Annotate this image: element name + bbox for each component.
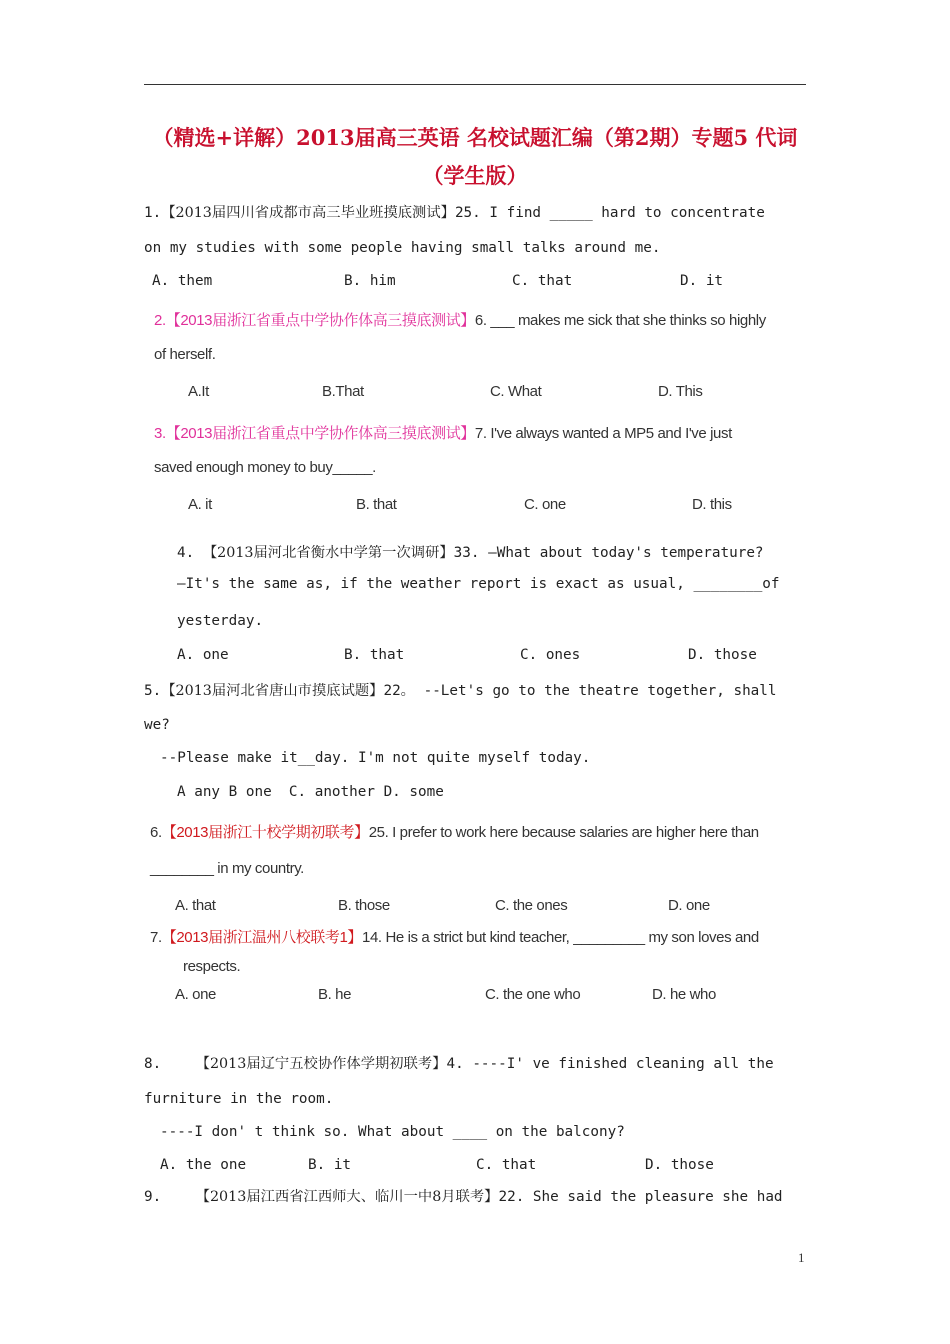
question-2-option-b: B.That: [322, 383, 364, 400]
question-8-option-c: C. that: [476, 1157, 537, 1173]
question-3-source: 【2013届浙江省重点中学协作体高三摸底测试】: [165, 425, 475, 442]
question-9-line-1: 9. 【2013届江西省江西师大、临川一中8月联考】22. She said the pleasure she had: [144, 1189, 783, 1205]
question-8-option-b: B. it: [308, 1157, 352, 1173]
question-4-line-2: —It's the same as, if the weather report is exact as usual, ________of: [177, 576, 780, 592]
question-4-line-3: yesterday.: [177, 613, 264, 629]
question-1-option-a: A. them: [152, 273, 213, 289]
question-6-option-b: B. those: [338, 897, 390, 914]
question-3-option-a: A. it: [188, 496, 212, 513]
question-8-line-2: furniture in the room.: [144, 1091, 334, 1107]
question-8-line-1: 8. 【2013届辽宁五校协作体学期初联考】4. ----I' ve finished cleaning all the: [144, 1056, 774, 1072]
question-6-line-2: ________ in my country.: [150, 860, 304, 877]
question-1-line-1: 1.【2013届四川省成都市高三毕业班摸底测试】25. I find _____ hard to concentrate: [144, 205, 765, 221]
question-3-line-2: saved enough money to buy_____.: [154, 459, 376, 476]
question-1-line-2: on my studies with some people having small talks around me.: [144, 240, 661, 256]
header-rule: [144, 84, 806, 85]
question-2-line-1: 2.【2013届浙江省重点中学协作体高三摸底测试】6. ___ makes me sick that she thinks so highly: [154, 312, 766, 329]
question-4-source: 【2013届河北省衡水中学第一次调研】: [202, 545, 454, 561]
question-8-option-a: A. the one: [160, 1157, 247, 1173]
question-2-option-d: D. This: [658, 383, 703, 400]
question-3-option-d: D. this: [692, 496, 732, 513]
question-7-source: 【2013届浙江温州八校联考1】: [161, 929, 363, 946]
question-7-option-c: C. the one who: [485, 986, 581, 1003]
question-7-option-b: B. he: [318, 986, 352, 1003]
question-2-source: 【2013届浙江省重点中学协作体高三摸底测试】: [165, 312, 475, 329]
question-2-line-2: of herself.: [154, 346, 216, 363]
question-9-source: 【2013届江西省江西师大、临川一中8月联考】: [195, 1189, 499, 1205]
question-3-line-1: 3.【2013届浙江省重点中学协作体高三摸底测试】7. I've always wanted a MP5 and I've just: [154, 425, 732, 442]
question-5-line-3: --Please make it__day. I'm not quite myself today.: [160, 750, 591, 766]
question-2-option-c: C. What: [490, 383, 542, 400]
question-8-line-3: ----I don' t think so. What about ____ on the balcony?: [160, 1124, 625, 1140]
question-7-line-1: 7.【2013届浙江温州八校联考1】14. He is a strict but kind teacher, _________ my son loves and: [150, 929, 759, 946]
question-6-option-d: D. one: [668, 897, 710, 914]
question-8-option-d: D. those: [645, 1157, 714, 1173]
question-5-line-1: 5.【2013届河北省唐山市摸底试题】22。 --Let's go to the theatre together, shall: [144, 683, 777, 699]
question-4-option-a: A. one: [177, 647, 229, 663]
question-6-source: 【2013届浙江十校学期初联考】: [161, 824, 369, 841]
document-title: （精选+详解）2013届高三英语 名校试题汇编（第2期）专题5 代词: [152, 125, 798, 150]
question-4-option-d: D. those: [688, 647, 757, 663]
question-6-option-a: A. that: [175, 897, 216, 914]
question-4-option-c: C. ones: [520, 647, 581, 663]
question-5-source: 【2013届河北省唐山市摸底试题】: [161, 683, 384, 699]
document-subtitle: （学生版）: [422, 163, 528, 188]
question-7-option-a: A. one: [175, 986, 216, 1003]
question-5-options: A any B one C. another D. some: [177, 784, 444, 800]
question-1-option-c: C. that: [512, 273, 573, 289]
question-4-option-b: B. that: [344, 647, 405, 663]
question-4-line-1: 4. 【2013届河北省衡水中学第一次调研】33. —What about today's temperature?: [177, 545, 764, 561]
question-1-source: 【2013届四川省成都市高三毕业班摸底测试】: [161, 205, 455, 221]
question-7-line-2: respects.: [183, 958, 241, 975]
question-2-option-a: A.It: [188, 383, 209, 400]
question-6-line-1: 6.【2013届浙江十校学期初联考】25. I prefer to work here because salaries are higher here than: [150, 824, 759, 841]
question-1-option-d: D. it: [680, 273, 724, 289]
question-1-option-b: B. him: [344, 273, 396, 289]
question-7-option-d: D. he who: [652, 986, 716, 1003]
question-6-option-c: C. the ones: [495, 897, 568, 914]
question-8-source: 【2013届辽宁五校协作体学期初联考】: [195, 1056, 447, 1072]
question-5-line-2: we?: [144, 717, 170, 733]
question-3-option-c: C. one: [524, 496, 566, 513]
question-3-option-b: B. that: [356, 496, 397, 513]
page-number: 1: [798, 1250, 805, 1265]
